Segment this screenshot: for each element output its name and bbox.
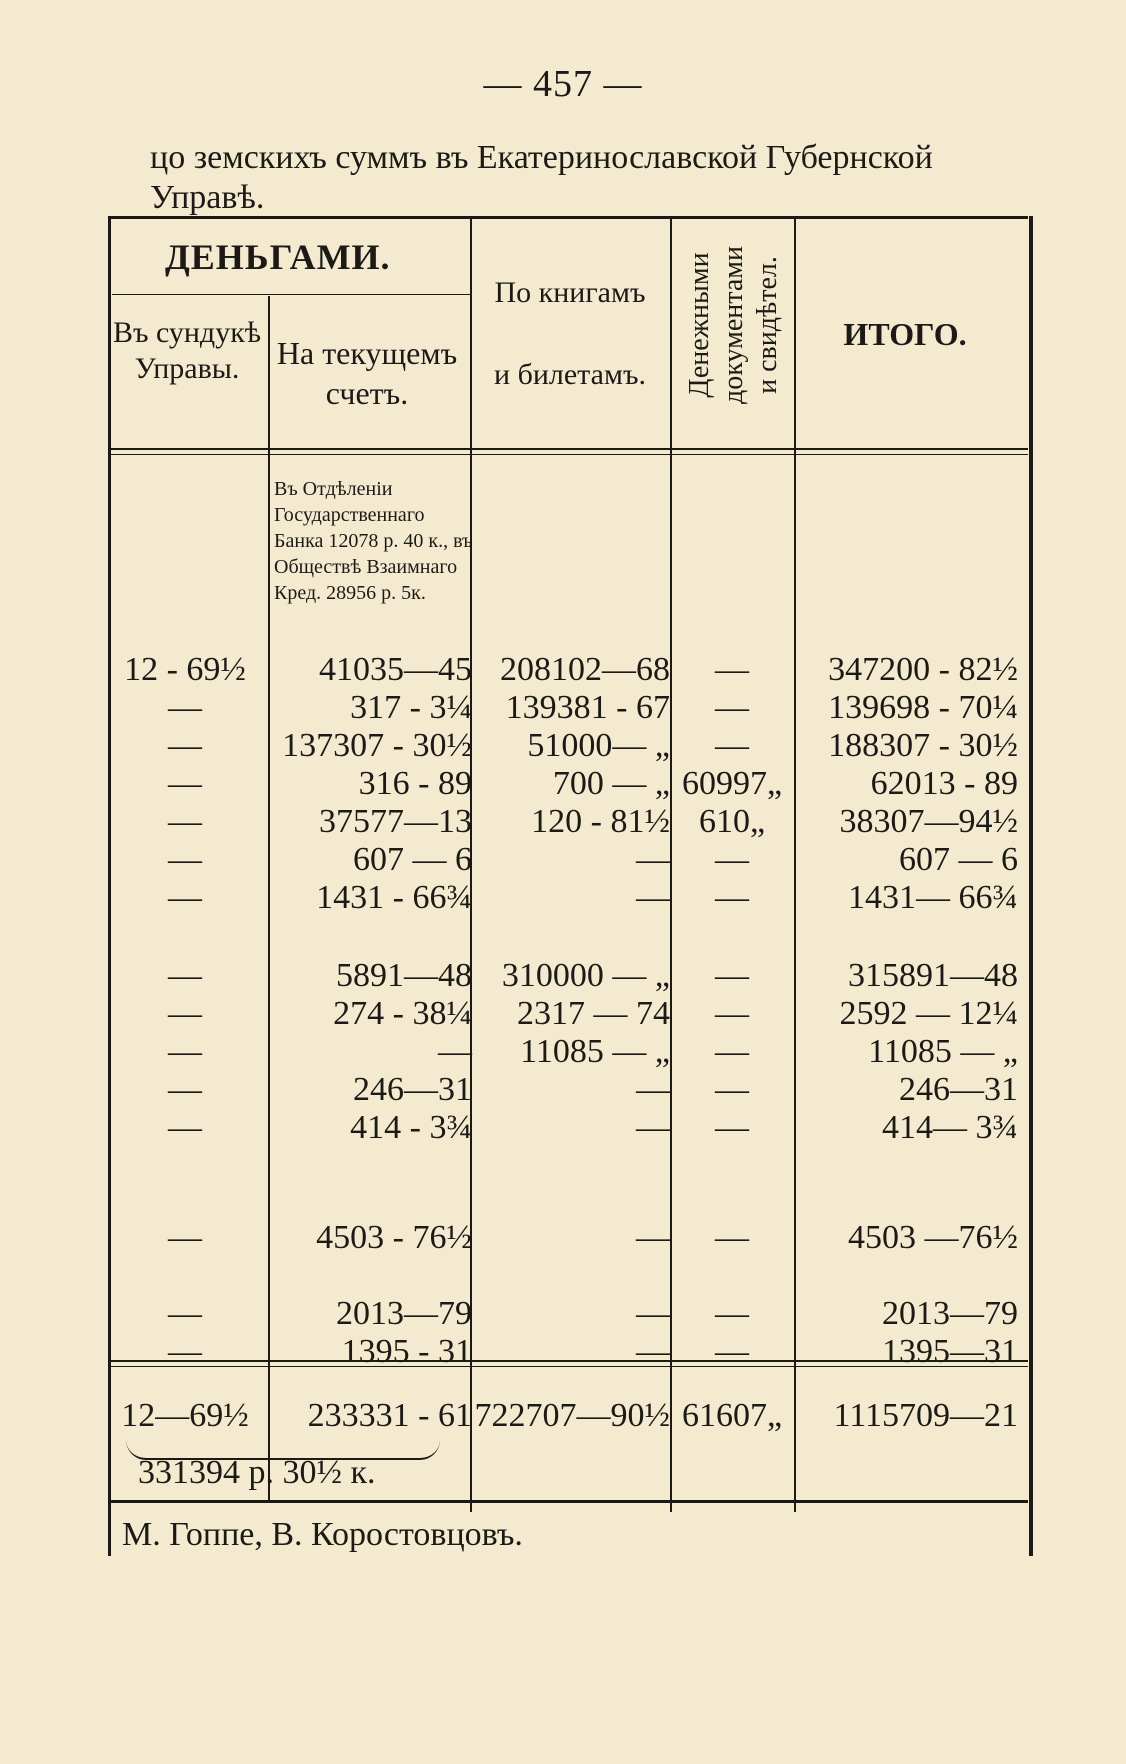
- cell-itogo: 347200 - 82½: [828, 651, 1018, 688]
- cell-docs: —: [715, 1071, 749, 1108]
- cell-sunduk: —: [168, 727, 202, 764]
- cell-knigi: 51000— „: [527, 727, 670, 764]
- cell-tek: 5891—48: [336, 957, 472, 994]
- cell-tek: 607 — 6: [353, 841, 472, 878]
- cell-itogo: 1395—31: [882, 1333, 1018, 1370]
- table-row: [0, 1334, 1126, 1370]
- cell-itogo: 139698 - 70¼: [828, 689, 1018, 726]
- column-heading-docs-wrap: [675, 222, 793, 428]
- total-sunduk: 12—69½: [121, 1397, 249, 1434]
- column-heading-knigi-line2: и билетамъ.: [494, 358, 646, 391]
- cell-sunduk: —: [168, 995, 202, 1032]
- cell-knigi: 2317 — 74: [517, 995, 670, 1032]
- cell-docs: —: [715, 957, 749, 994]
- cell-knigi: 11085 — „: [520, 1033, 670, 1070]
- cell-knigi: 120 - 81½: [531, 803, 670, 840]
- cell-sunduk: —: [168, 957, 202, 994]
- cell-sunduk: —: [168, 1219, 202, 1256]
- table-row: [0, 728, 1126, 764]
- cell-knigi: 700 — „: [552, 765, 670, 802]
- cell-knigi: 208102—68: [500, 651, 670, 688]
- cell-itogo: 1431— 66¾: [848, 879, 1018, 916]
- column-heading-itogo: ИТОГО.: [843, 316, 967, 352]
- table-row: [0, 958, 1126, 994]
- cell-itogo: 607 — 6: [899, 841, 1018, 878]
- bank-note: Въ Отдѣленіи Государственнаго Банка 12078 р. 40 к., въ Обществѣ Взаимнаго Кред. 28956 р. 5к.: [274, 478, 473, 604]
- cell-itogo: 2592 — 12¼: [839, 995, 1018, 1032]
- cell-docs: 610„: [698, 803, 766, 840]
- cell-itogo: 62013 - 89: [870, 765, 1018, 802]
- cell-knigi: —: [636, 879, 670, 916]
- cell-tek: 1395 - 31: [341, 1333, 472, 1370]
- heading: цо земскихъ суммъ въ Екатеринославской Губернской Управѣ.: [150, 139, 933, 216]
- total-docs: 61607„: [681, 1397, 783, 1434]
- cell-docs: —: [715, 1333, 749, 1370]
- cell-tek: 137307 - 30½: [282, 727, 472, 764]
- table-row: [0, 766, 1126, 802]
- cell-docs: —: [715, 841, 749, 878]
- cell-tek: 41035—45: [319, 651, 472, 688]
- total-knigi: 722707—90½: [474, 1397, 670, 1434]
- total-itogo: 1115709—21: [833, 1397, 1018, 1434]
- cell-docs: —: [715, 1295, 749, 1332]
- cell-knigi: —: [636, 1071, 670, 1108]
- cell-itogo: 2013—79: [882, 1295, 1018, 1332]
- table-row: [0, 842, 1126, 878]
- column-heading-docs: Денежными документами и свидѣтел.: [684, 246, 784, 404]
- cell-docs: —: [715, 1219, 749, 1256]
- cell-sunduk: —: [168, 879, 202, 916]
- cell-knigi: 139381 - 67: [505, 689, 670, 726]
- page-number: — 457 —: [483, 63, 643, 105]
- table-row: [0, 996, 1126, 1032]
- cell-tek: 414 - 3¾: [350, 1109, 472, 1146]
- cell-tek: —: [438, 1033, 472, 1070]
- cell-knigi: —: [636, 1333, 670, 1370]
- table-row: [0, 1296, 1126, 1332]
- cell-sunduk: —: [168, 1033, 202, 1070]
- bottom-rule: [108, 1500, 1028, 1503]
- header-rule-2: [108, 454, 1028, 455]
- cell-tek: 4503 - 76½: [316, 1219, 472, 1256]
- column-heading-money: ДЕНЬГАМИ.: [165, 237, 391, 277]
- money-underline: [112, 294, 472, 295]
- cell-docs: —: [715, 879, 749, 916]
- table-row: [0, 1220, 1126, 1256]
- cell-tek: 1431 - 66¾: [316, 879, 472, 916]
- header-rule-1: [108, 448, 1028, 450]
- cell-itogo: 38307—94½: [839, 803, 1018, 840]
- cell-itogo: 315891—48: [848, 957, 1018, 994]
- column-heading-knigi-line1: По книгамъ: [494, 276, 646, 309]
- cell-docs: —: [715, 651, 749, 688]
- cell-itogo: 188307 - 30½: [828, 727, 1018, 764]
- column-heading-sunduk: Въ сундукѣ Управы.: [112, 316, 262, 385]
- cell-tek: 274 - 38¼: [333, 995, 472, 1032]
- cell-knigi: —: [636, 1219, 670, 1256]
- table-row: [0, 652, 1126, 688]
- column-heading-tekushchem: На текущемъ счетъ.: [276, 335, 458, 411]
- cell-docs: —: [715, 689, 749, 726]
- cell-sunduk: —: [168, 803, 202, 840]
- cell-itogo: 4503 —76½: [848, 1219, 1018, 1256]
- table-row: [0, 880, 1126, 916]
- cell-itogo: 11085 — „: [868, 1033, 1018, 1070]
- cell-docs: —: [715, 1033, 749, 1070]
- cell-sunduk: —: [168, 689, 202, 726]
- cell-tek: 317 - 3¼: [350, 689, 472, 726]
- cell-knigi: 310000 — „: [501, 957, 670, 994]
- total-tek: 233331 - 61: [307, 1397, 472, 1434]
- cell-sunduk: —: [168, 1109, 202, 1146]
- table-row: [0, 804, 1126, 840]
- cell-tek: 37577—13: [319, 803, 472, 840]
- cell-tek: 316 - 89: [358, 765, 472, 802]
- table-row: [0, 1110, 1126, 1146]
- cell-sunduk: —: [168, 841, 202, 878]
- table-row: [0, 690, 1126, 726]
- cell-tek: 2013—79: [336, 1295, 472, 1332]
- cell-knigi: —: [636, 841, 670, 878]
- table-row: [0, 1034, 1126, 1070]
- cell-sunduk: 12 - 69½: [124, 651, 246, 688]
- cell-docs: —: [715, 995, 749, 1032]
- cell-docs: —: [715, 1109, 749, 1146]
- cell-docs: —: [715, 727, 749, 764]
- cell-sunduk: —: [168, 1071, 202, 1108]
- cell-sunduk: —: [168, 1333, 202, 1370]
- cell-itogo: 246—31: [899, 1071, 1018, 1108]
- cell-knigi: —: [636, 1109, 670, 1146]
- cell-tek: 246—31: [353, 1071, 472, 1108]
- cell-itogo: 414— 3¾: [882, 1109, 1018, 1146]
- cell-docs: 60997„: [681, 765, 783, 802]
- table-row: [0, 1072, 1126, 1108]
- cell-sunduk: —: [168, 765, 202, 802]
- top-rule: [108, 216, 1028, 219]
- signatures: М. Гоппе, В. Коростовцовъ.: [122, 1516, 523, 1553]
- grand-total: 331394 р. 30½ к.: [138, 1454, 376, 1491]
- cell-knigi: —: [636, 1295, 670, 1332]
- cell-sunduk: —: [168, 1295, 202, 1332]
- totals-row: [0, 1398, 1126, 1434]
